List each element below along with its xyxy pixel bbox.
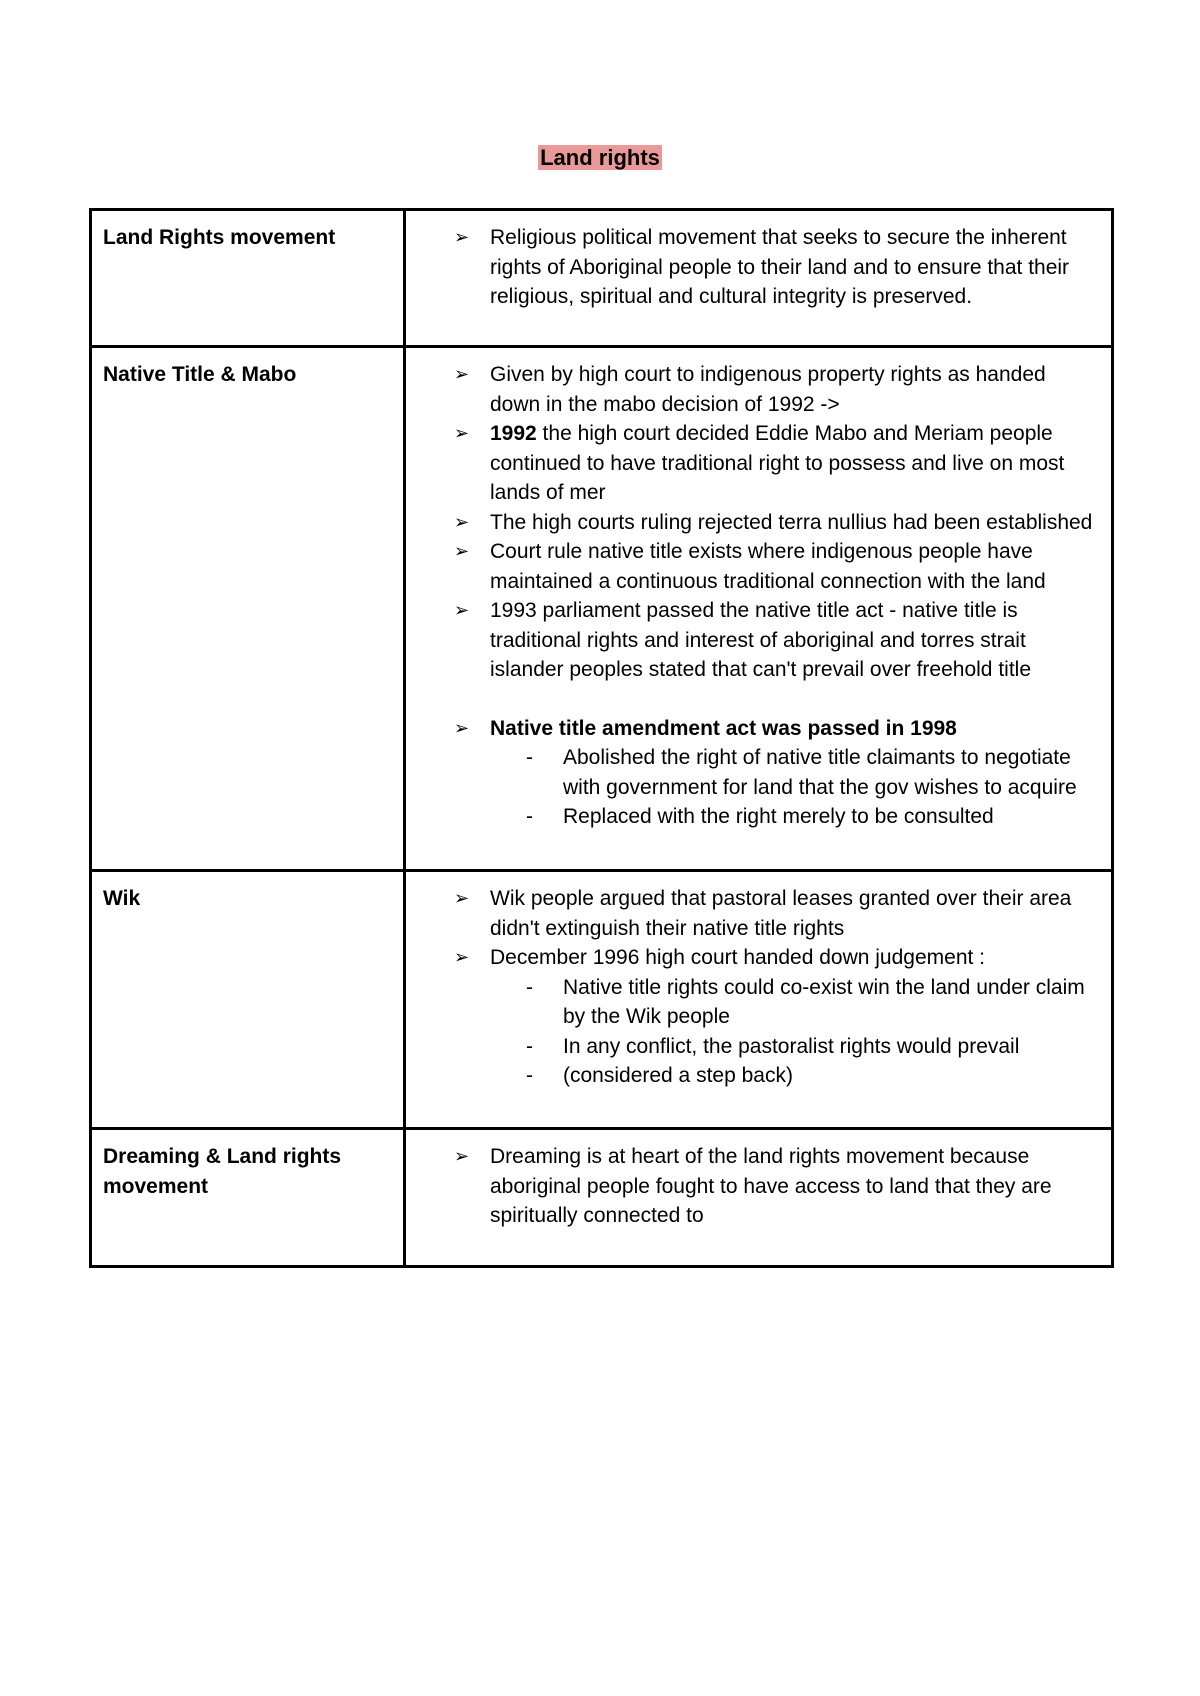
arrow-bullet-icon: ➢ [454, 227, 470, 247]
dash-bullet-icon: - [526, 1034, 533, 1058]
sub-bullet-item [490, 1061, 1101, 1091]
arrow-bullet-icon: ➢ [454, 600, 470, 620]
sub-bullet-item [490, 802, 1101, 832]
bullet-item [416, 714, 1101, 832]
table-row [91, 347, 1113, 871]
sub-bullet-item [490, 1032, 1101, 1062]
bullet-text: Dreaming is at heart of the land rights movement because aboriginal people fought to have access to land that they are spiritually connected to [490, 1145, 1052, 1227]
arrow-bullet-icon: ➢ [454, 888, 470, 908]
sub-bullet-text: In any conflict, the pastoralist rights would prevail [563, 1034, 1020, 1058]
table-row [91, 210, 1113, 347]
bullet-item [416, 943, 1101, 1091]
page-title [0, 143, 1200, 173]
bullet-text: Court rule native title exists where indigenous people have maintained a continuous traditional connection with the land [490, 540, 1046, 593]
arrow-bullet-icon: ➢ [454, 423, 470, 443]
notes-cell [405, 871, 1113, 1129]
bullet-text: The high courts ruling rejected terra nullius had been established [490, 510, 1093, 534]
topic-cell: Dreaming & Land rights movement [91, 1129, 405, 1267]
arrow-bullet-icon: ➢ [454, 511, 470, 532]
topic-cell: Native Title & Mabo [91, 347, 405, 871]
bullet-item [416, 1142, 1101, 1231]
dash-bullet-icon: - [526, 746, 533, 769]
bullet-text: 1993 parliament passed the native title act - native title is traditional rights and interest of aboriginal and torres strait islander peoples stated that can't prevail over freehold title [490, 599, 1031, 681]
sub-bullet-text: (considered a step back) [563, 1064, 793, 1087]
sub-bullet-list [490, 743, 1101, 832]
bullet-text: Native title amendment act was passed in 1998 [490, 716, 957, 740]
sub-bullet-text: Native title rights could co-exist win the land under claim by the Wik people [563, 975, 1085, 1028]
notes-table [89, 208, 1114, 1268]
notes-cell [405, 210, 1113, 347]
arrow-bullet-icon: ➢ [454, 947, 470, 967]
sub-bullet-text: Abolished the right of native title claimants to negotiate with government for land that the gov wishes to acquire [563, 746, 1077, 799]
arrow-bullet-icon: ➢ [454, 717, 470, 738]
dash-bullet-icon: - [526, 1064, 533, 1087]
notes-cell [405, 1129, 1113, 1267]
bullet-text: Religious political movement that seeks to secure the inherent rights of Aboriginal people to their land and to ensure that their religious, spiritual and cultural integrity is preserved. [490, 226, 1070, 308]
sub-bullet-item [490, 973, 1101, 1032]
bullet-item [416, 419, 1101, 508]
bullet-text: Given by high court to indigenous property rights as handed down in the mabo decision of 1992 -> [490, 363, 1046, 416]
arrow-bullet-icon: ➢ [454, 364, 470, 384]
bullet-item [416, 360, 1101, 419]
arrow-bullet-icon: ➢ [454, 1146, 470, 1166]
table-row [91, 871, 1113, 1129]
sub-bullet-text: Replaced with the right merely to be consulted [563, 805, 994, 828]
notes-cell [405, 347, 1113, 871]
bullet-list [416, 1142, 1101, 1231]
sub-bullet-item [490, 743, 1101, 802]
sub-bullet-list [490, 973, 1101, 1091]
bullet-item [416, 223, 1101, 312]
bullet-item [416, 596, 1101, 685]
dash-bullet-icon: - [526, 805, 533, 828]
bullet-item [416, 508, 1101, 538]
bullet-text: December 1996 high court handed down judgement : [490, 946, 985, 969]
topic-cell: Land Rights movement [91, 210, 405, 347]
table-row [91, 1129, 1113, 1267]
dash-bullet-icon: - [526, 975, 533, 999]
bullet-list [416, 223, 1101, 312]
bullet-item [416, 537, 1101, 596]
arrow-bullet-icon: ➢ [454, 541, 470, 561]
bullet-list [416, 360, 1101, 832]
bullet-text: Wik people argued that pastoral leases granted over their area didn't extinguish their native title rights [490, 887, 1072, 940]
bullet-year: 1992 [490, 422, 537, 445]
title-highlight: Land rights [540, 145, 660, 170]
bullet-text: the high court decided Eddie Mabo and Meriam people continued to have traditional right to possess and live on most lands of mer [490, 422, 1065, 504]
bullet-list [416, 884, 1101, 1091]
bullet-item [416, 884, 1101, 943]
topic-cell: Wik [91, 871, 405, 1129]
